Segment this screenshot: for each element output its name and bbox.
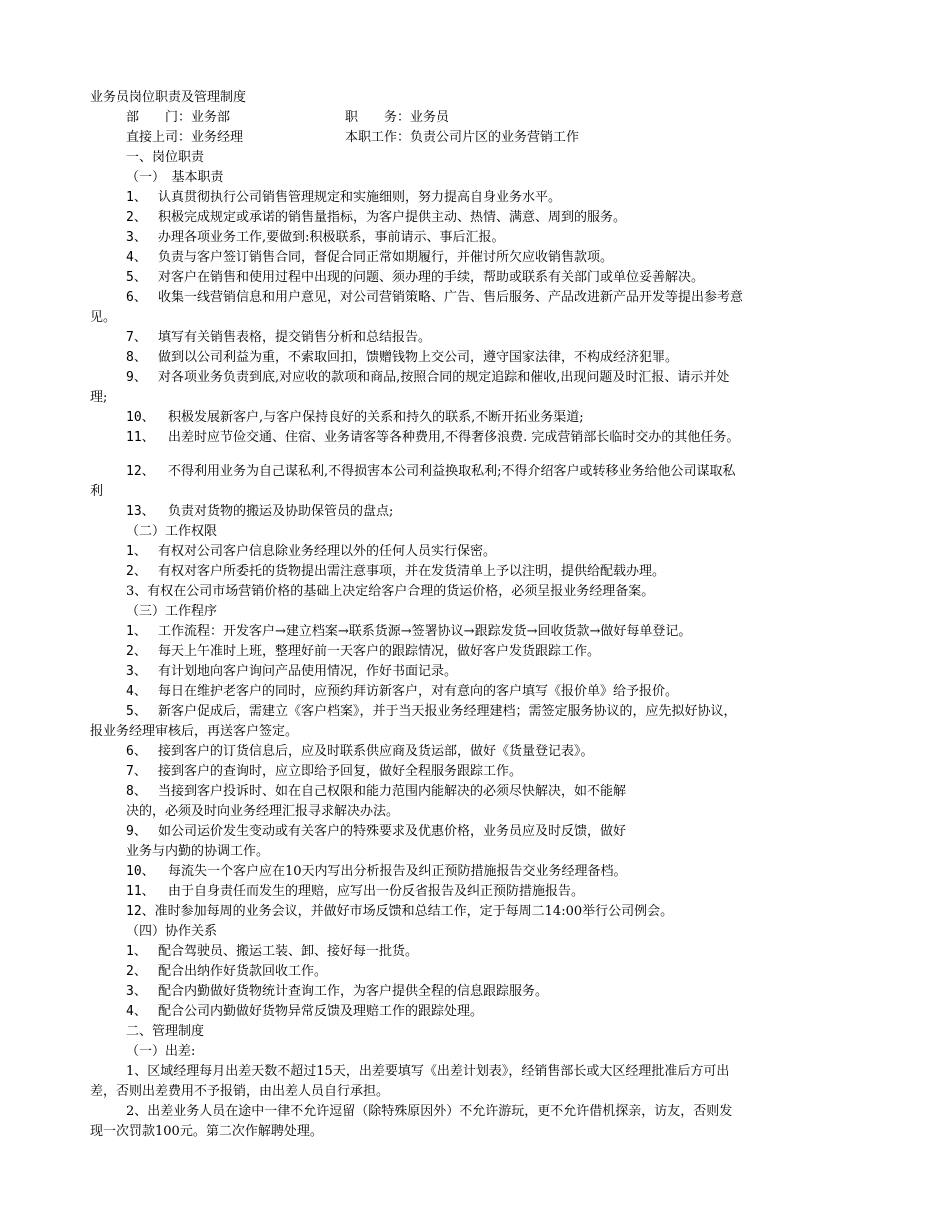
list-item: 4、 配合公司内勤做好货物异常反馈及理赔工作的跟踪处理。 <box>126 1004 484 1019</box>
list-item: 13、 负责对货物的搬运及协助保管员的盘点; <box>126 504 394 519</box>
list-item: 4、 每日在维护老客户的同时，应预约拜访新客户，对有意向的客户填写《报价单》给予报价。 <box>126 684 679 699</box>
supervisor-field: 直接上司：业务经理 <box>126 130 244 145</box>
list-item: 5、 新客户促成后，需建立《客户档案》，并于当天报业务经理建档；需签定服务协议的，应先拟好协议， <box>126 704 737 719</box>
list-item: 7、 接到客户的查询时，应立即给予回复，做好全程服务跟踪工作。 <box>126 764 523 779</box>
subsection-heading-procedure: （三）工作程序 <box>126 604 218 619</box>
list-item-continuation: 决的，必须及时向业务经理汇报寻求解决办法。 <box>126 804 400 819</box>
list-item: 2、 积极完成规定或承诺的销售量指标，为客户提供主动、热情、满意、周到的服务。 <box>126 210 627 225</box>
list-item: 11、 出差时应节俭交通、住宿、业务请客等各种费用,不得奢侈浪费. 完成营销部长临时交办的其他任务。 <box>126 430 740 445</box>
doc-title: 业务员岗位职责及管理制度 <box>90 90 247 105</box>
list-item: 5、 对客户在销售和使用过程中出现的问题、须办理的手续，帮助或联系有关部门或单位妥善解决。 <box>126 270 705 285</box>
subsection-heading-business-trip: （一）出差: <box>126 1044 196 1059</box>
list-item-continuation: 业务与内勤的协调工作。 <box>126 844 270 859</box>
position-field: 职 务：业务员 <box>345 110 450 125</box>
list-item: 1、 有权对公司客户信息除业务经理以外的任何人员实行保密。 <box>126 544 497 559</box>
list-item: 2、 每天上午准时上班，整理好前一天客户的跟踪情况，做好客户发货跟踪工作。 <box>126 644 601 659</box>
list-item: 1、 配合驾驶员、搬运工装、卸、接好每一批货。 <box>126 944 419 959</box>
subsection-heading-authority: （二）工作权限 <box>126 524 218 539</box>
list-item: 9、 对各项业务负责到底,对应收的款项和商品,按照合同的规定追踪和催收,出现问题及时汇报、请示并处 <box>126 370 730 385</box>
list-item: 6、 接到客户的订货信息后，应及时联系供应商及货运部，做好《货量登记表》。 <box>126 744 594 759</box>
list-item: 2、 有权对客户所委托的货物提出需注意事项，并在发货清单上予以注明，提供给配载办理。 <box>126 564 666 579</box>
list-item: 9、 如公司运价发生变动或有关客户的特殊要求及优惠价格，业务员应及时反馈，做好 <box>126 824 627 839</box>
list-item: 4、 负责与客户签订销售合同，督促合同正常如期履行，并催讨所欠应收销售款项。 <box>126 250 614 265</box>
job-duty-field: 本职工作：负责公司片区的业务营销工作 <box>345 130 580 145</box>
list-item-continuation: 报业务经理审核后，再送客户签定。 <box>90 724 299 739</box>
list-item: 1、 工作流程：开发客户→建立档案→联系货源→签署协议→跟踪发货→回收货款→做好每单登记。 <box>126 624 692 639</box>
list-item: 2、 配合出纳作好货款回收工作。 <box>126 964 328 979</box>
list-item: 3、有权在公司市场营销价格的基础上决定给客户合理的货运价格，必须呈报业务经理备案。 <box>126 584 655 599</box>
list-item: 8、 当接到客户投诉时、如在自己权限和能力范围内能解决的必须尽快解决，如不能解 <box>126 784 627 799</box>
list-item: 3、 办理各项业务工作,要做到:积极联系，事前请示、事后汇报。 <box>126 230 505 245</box>
section-heading-management: 二、管理制度 <box>126 1024 205 1039</box>
subsection-heading-basic: （一） 基本职责 <box>126 170 224 185</box>
paragraph-line: 差，否则出差费用不予报销，由出差人员自行承担。 <box>90 1084 390 1099</box>
list-item-continuation: 理; <box>90 390 108 405</box>
list-item: 3、 有计划地向客户询问产品使用情况，作好书面记录。 <box>126 664 458 679</box>
list-item: 3、 配合内勤做好货物统计查询工作，为客户提供全程的信息跟踪服务。 <box>126 984 549 999</box>
list-item: 7、 填写有关销售表格，提交销售分析和总结报告。 <box>126 330 432 345</box>
paragraph-line: 现一次罚款100元。第二次作解聘处理。 <box>90 1124 323 1139</box>
paragraph-line: 1、区域经理每月出差天数不超过15天，出差要填写《出差计划表》，经销售部长或大区经理批准后方可出 <box>126 1064 730 1079</box>
list-item-continuation: 见。 <box>90 310 117 325</box>
paragraph-line: 2、出差业务人员在途中一律不允许逗留（除特殊原因外）不允许游玩，更不允许借机探亲，访友，否则发 <box>126 1104 733 1119</box>
list-item: 6、 收集一线营销信息和用户意见，对公司营销策略、广告、售后服务、产品改进新产品开发等提出参考意 <box>126 290 744 305</box>
list-item: 11、 由于自身责任而发生的理赔，应写出一份反省报告及纠正预防措施报告。 <box>126 884 585 899</box>
list-item: 1、 认真贯彻执行公司销售管理规定和实施细则，努力提高自身业务水平。 <box>126 190 562 205</box>
list-item: 10、 每流失一个客户应在10天内写出分析报告及纠正预防措施报告交业务经理备档。 <box>126 864 627 879</box>
department-field: 部 门：业务部 <box>126 110 231 125</box>
list-item-continuation: 利 <box>90 484 104 499</box>
subsection-heading-cooperation: （四）协作关系 <box>126 924 218 939</box>
list-item: 12、准时参加每周的业务会议，并做好市场反馈和总结工作，定于每周二14:00举行公司例会。 <box>126 904 674 919</box>
list-item: 8、 做到以公司利益为重，不索取回扣，馈赠钱物上交公司，遵守国家法律，不构成经济犯罪。 <box>126 350 679 365</box>
section-heading-duties: 一、岗位职责 <box>126 150 205 165</box>
list-item: 10、 积极发展新客户,与客户保持良好的关系和持久的联系,不断开拓业务渠道; <box>126 410 584 425</box>
list-item: 12、 不得利用业务为自己谋私利,不得损害本公司利益换取私利;不得介绍客户或转移业务给他公司谋取私 <box>126 464 736 479</box>
